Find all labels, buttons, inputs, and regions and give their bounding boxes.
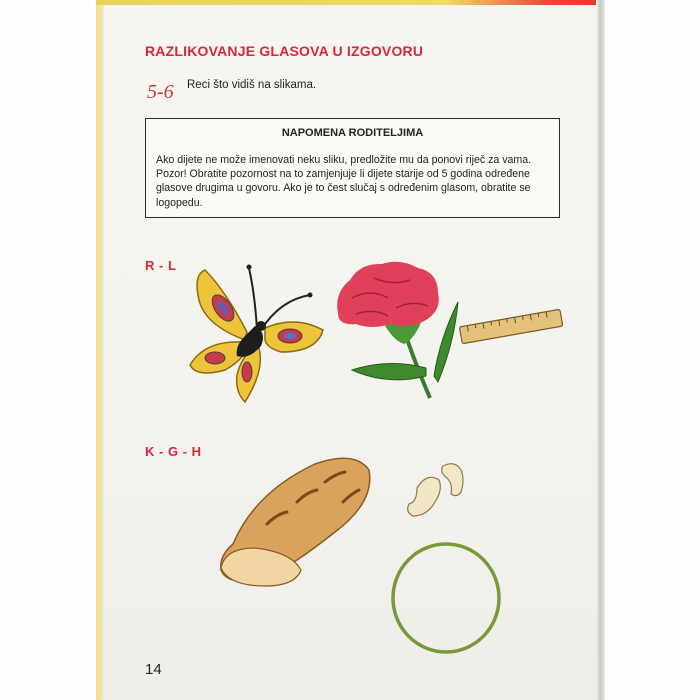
section-title: RAZLIKOVANJE GLASOVA U IZGOVORU — [145, 43, 424, 59]
note-line: glasove drugima u govoru. Ako je to čest slučaj s određenim glasom, obratite se — [156, 182, 531, 195]
note-text — [156, 153, 551, 210]
ruler-picture — [458, 306, 564, 346]
carnation-picture — [330, 258, 460, 403]
exercise-instruction: Reci što vidiš na slikama. — [187, 79, 317, 91]
page-number: 14 — [145, 661, 162, 678]
page-right-edge — [597, 0, 605, 700]
note-line: Ako dijete ne može imenovati neku sliku, predložite mu da ponovi riječ za vama. — [156, 154, 532, 166]
parent-note-box — [145, 118, 560, 218]
note-line: logopedu. — [156, 196, 203, 209]
group-label-k-g-h: K - G - H — [145, 444, 202, 459]
beans-picture — [403, 458, 473, 520]
note-title: NAPOMENA RODITELJIMA — [281, 127, 424, 139]
exercise-number: 5-6 — [147, 81, 174, 103]
note-line: Pozor! Obratite pozornost na to zamjenjuje li dijete starije od 5 godina određene — [156, 168, 530, 181]
group-label-r-l: R - L — [145, 258, 177, 273]
butterfly-picture — [185, 260, 330, 405]
bread-picture — [215, 452, 375, 592]
ring-picture — [388, 540, 504, 656]
